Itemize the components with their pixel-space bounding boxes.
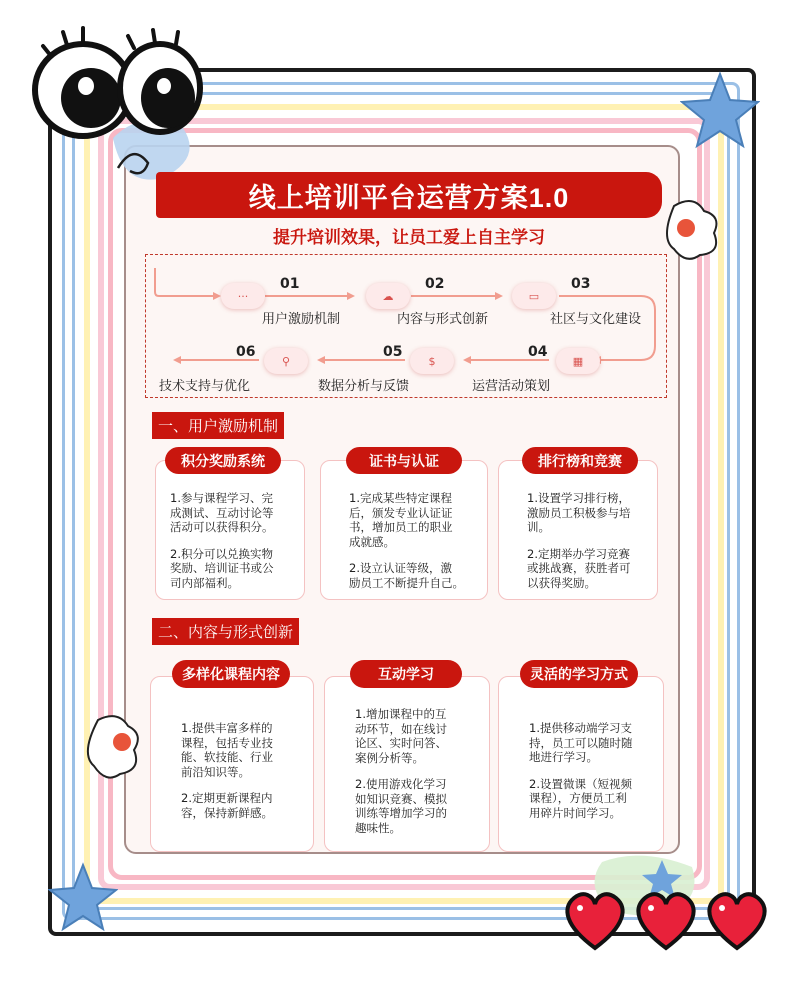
step-number: 01: [280, 276, 300, 292]
card: [498, 676, 664, 852]
card-paragraph: 1.设置学习排行榜， 激励员工积极参与培 训。: [527, 491, 631, 534]
step-number: 02: [425, 276, 445, 292]
step-number: 05: [383, 344, 403, 360]
card: [155, 460, 305, 600]
hearts-decoration: [560, 886, 775, 958]
step-label: 数据分析与反馈: [318, 379, 410, 394]
card-paragraph: 1.增加课程中的互 动环节，如在线讨 论区、实时问答、 案例分析等。: [355, 707, 447, 765]
card-paragraph: 2.定期举办学习竞赛 或挑战赛，获胜者可 以获得奖励。: [527, 546, 631, 590]
flower-icon: [86, 712, 142, 780]
star-icon: [680, 70, 760, 150]
card-tag: 排行榜和竞赛: [522, 447, 638, 474]
card-tag: 互动学习: [350, 660, 462, 688]
card-tag: 灵活的学习方式: [520, 660, 638, 688]
section-heading: 二、内容与形式创新: [152, 618, 299, 645]
card-tag: 多样化课程内容: [172, 660, 290, 688]
card: [498, 460, 658, 600]
flower-icon: [664, 196, 720, 260]
step-label: 运营活动策划: [472, 379, 551, 394]
card-paragraph: 2.设置微课（短视频 课程），方便员工利 用碎片时间学习。: [529, 776, 632, 820]
card-paragraph: 2.使用游戏化学习 如知识竞赛、模拟 训练等增加学习的 趣味性。: [355, 777, 447, 835]
card: [320, 460, 488, 600]
star-icon: [48, 862, 118, 932]
chat-bubble-icon: ···: [221, 283, 265, 309]
cloud-upload-icon: ☁: [366, 283, 410, 309]
step-number: 04: [528, 344, 548, 360]
card-paragraph: 1.提供丰富多样的 课程，包括专业技 能、软技能、行业 前沿知识等。: [181, 721, 273, 779]
card-paragraph: 1.参与课程学习、完 成测试、互动讨论等 活动可以获得积分。: [170, 491, 274, 534]
search-icon: ⚲: [264, 348, 308, 374]
card-tag: 证书与认证: [346, 447, 462, 474]
page-title: 线上培训平台运营方案1.0: [248, 182, 570, 213]
step-label: 技术支持与优化: [159, 379, 251, 394]
page-subtitle: 提升培训效果，让员工爱上自主学习: [273, 228, 545, 248]
card-tag: 积分奖励系统: [165, 447, 281, 474]
step-number: 06: [236, 344, 256, 360]
step-label: 用户激励机制: [262, 312, 341, 327]
cartoon-eyes-decoration: [18, 18, 208, 188]
card-paragraph: 1.提供移动端学习支 持，员工可以随时随 地进行学习。: [529, 721, 633, 764]
calendar-icon: ▦: [556, 348, 600, 374]
card-paragraph: 2.定期更新课程内 容，保持新鲜感。: [181, 791, 273, 820]
title-banner: [156, 172, 662, 218]
message-icon: ▭: [512, 283, 556, 309]
coin-icon: $: [410, 348, 454, 374]
step-number: 03: [571, 276, 591, 292]
card: [324, 676, 490, 852]
step-label: 社区与文化建设: [550, 312, 642, 327]
card: [150, 676, 314, 852]
card-paragraph: 2.设立认证等级，激 励员工不断提升自己。: [349, 561, 464, 590]
card-paragraph: 2.积分可以兑换实物 奖励、培训证书或公 司内部福利。: [170, 546, 274, 590]
section-heading: 一、用户激励机制: [152, 412, 284, 439]
card-paragraph: 1.完成某些特定课程 后，颁发专业认证证 书，增加员工的职业 成就感。: [349, 491, 453, 549]
step-label: 内容与形式创新: [397, 312, 489, 327]
